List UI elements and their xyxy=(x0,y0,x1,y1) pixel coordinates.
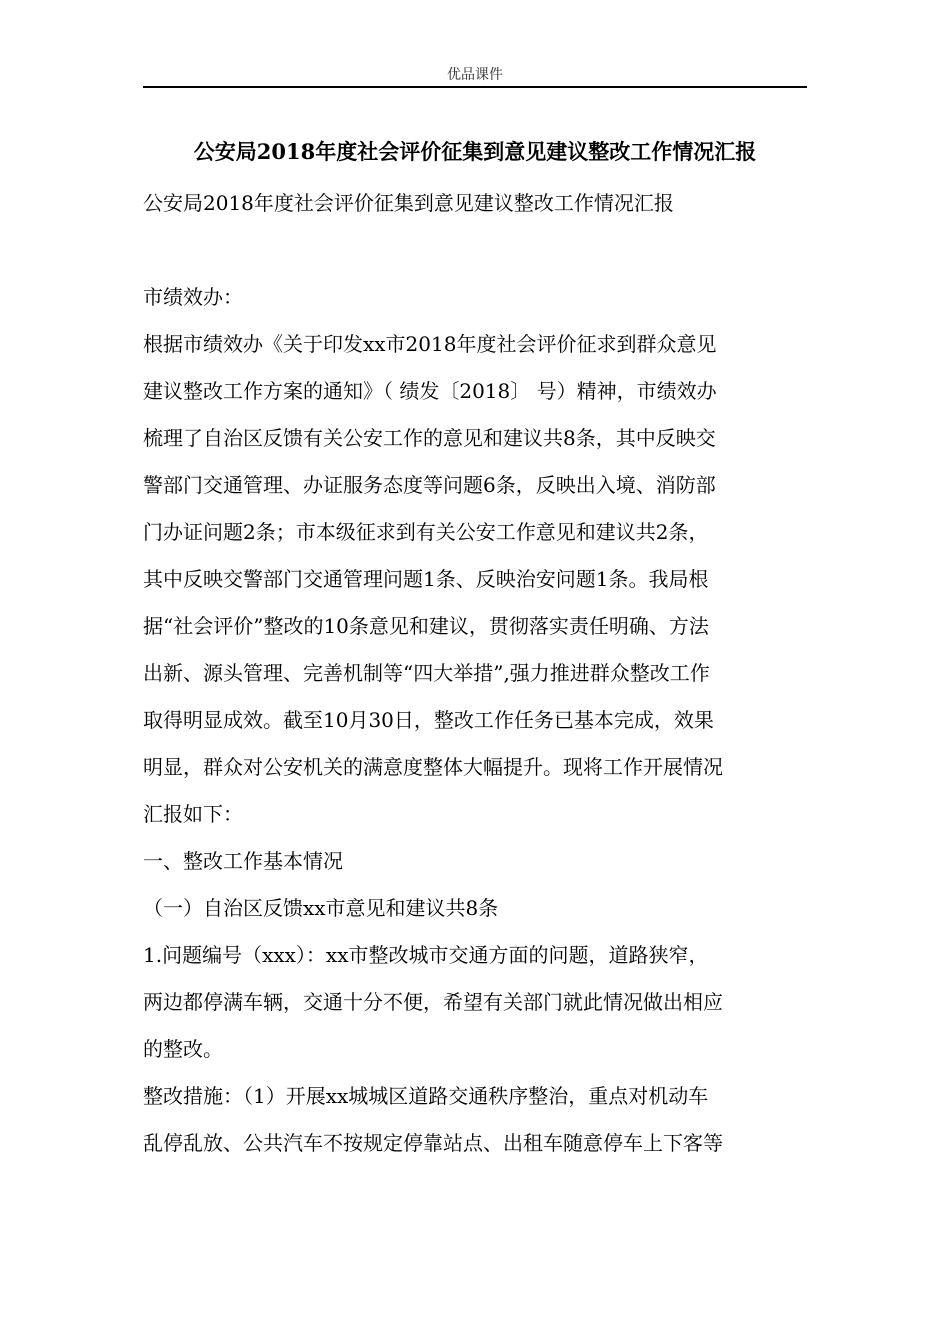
section-heading: 一、整改工作基本情况 xyxy=(143,849,343,873)
header-text: 优品课件 xyxy=(447,67,503,83)
paragraph-line: 建议整改工作方案的通知》（ 绩发〔2018〕 号）精神，市绩效办 xyxy=(143,379,717,403)
paragraph-line: 梳理了自治区反馈有关公安工作的意见和建议共8条，其中反映交 xyxy=(143,426,716,450)
subtitle-line: 公安局2018年度社会评价征集到意见建议整改工作情况汇报 xyxy=(143,191,674,215)
paragraph-line: 整改措施：（1）开展xx城城区道路交通秩序整治，重点对机动车 xyxy=(143,1084,709,1108)
paragraph-line: 乱停乱放、公共汽车不按规定停靠站点、出租车随意停车上下客等 xyxy=(143,1131,723,1155)
document-title: 公安局2018年度社会评价征集到意见建议整改工作情况汇报 xyxy=(193,139,757,164)
paragraph-line: 明显，群众对公安机关的满意度整体大幅提升。现将工作开展情况 xyxy=(143,755,723,779)
subsection-heading: （一）自治区反馈xx市意见和建议共8条 xyxy=(143,896,499,920)
paragraph-line: 警部门交通管理、办证服务态度等问题6条，反映出入境、消防部 xyxy=(143,473,716,497)
paragraph-line: 汇报如下： xyxy=(143,802,243,826)
paragraph-line: 取得明显成效。截至10月30日，整改工作任务已基本完成，效果 xyxy=(143,708,714,732)
paragraph-line: 出新、源头管理、完善机制等“四大举措”,强力推进群众整改工作 xyxy=(143,661,710,685)
paragraph-line: 门办证问题2条；市本级征求到有关公安工作意见和建议共2条， xyxy=(143,520,709,544)
document-body xyxy=(143,180,807,1167)
paragraph-line: 1.问题编号（xxx）：xx市整改城市交通方面的问题，道路狭窄， xyxy=(143,943,709,967)
header-rule xyxy=(143,86,807,88)
blank-line xyxy=(143,227,807,274)
paragraph-line: 据“社会评价”整改的10条意见和建议，贯彻落实责任明确、方法 xyxy=(143,614,709,638)
paragraph-line: 的整改。 xyxy=(143,1037,223,1061)
paragraph-line: 根据市绩效办《关于印发xx市2018年度社会评价征求到群众意见 xyxy=(143,332,717,356)
paragraph-line: 其中反映交警部门交通管理问题1条、反映治安问题1条。我局根 xyxy=(143,567,709,591)
salutation-line: 市绩效办： xyxy=(143,285,243,309)
paragraph-line: 两边都停满车辆，交通十分不便，希望有关部门就此情况做出相应 xyxy=(143,990,723,1014)
